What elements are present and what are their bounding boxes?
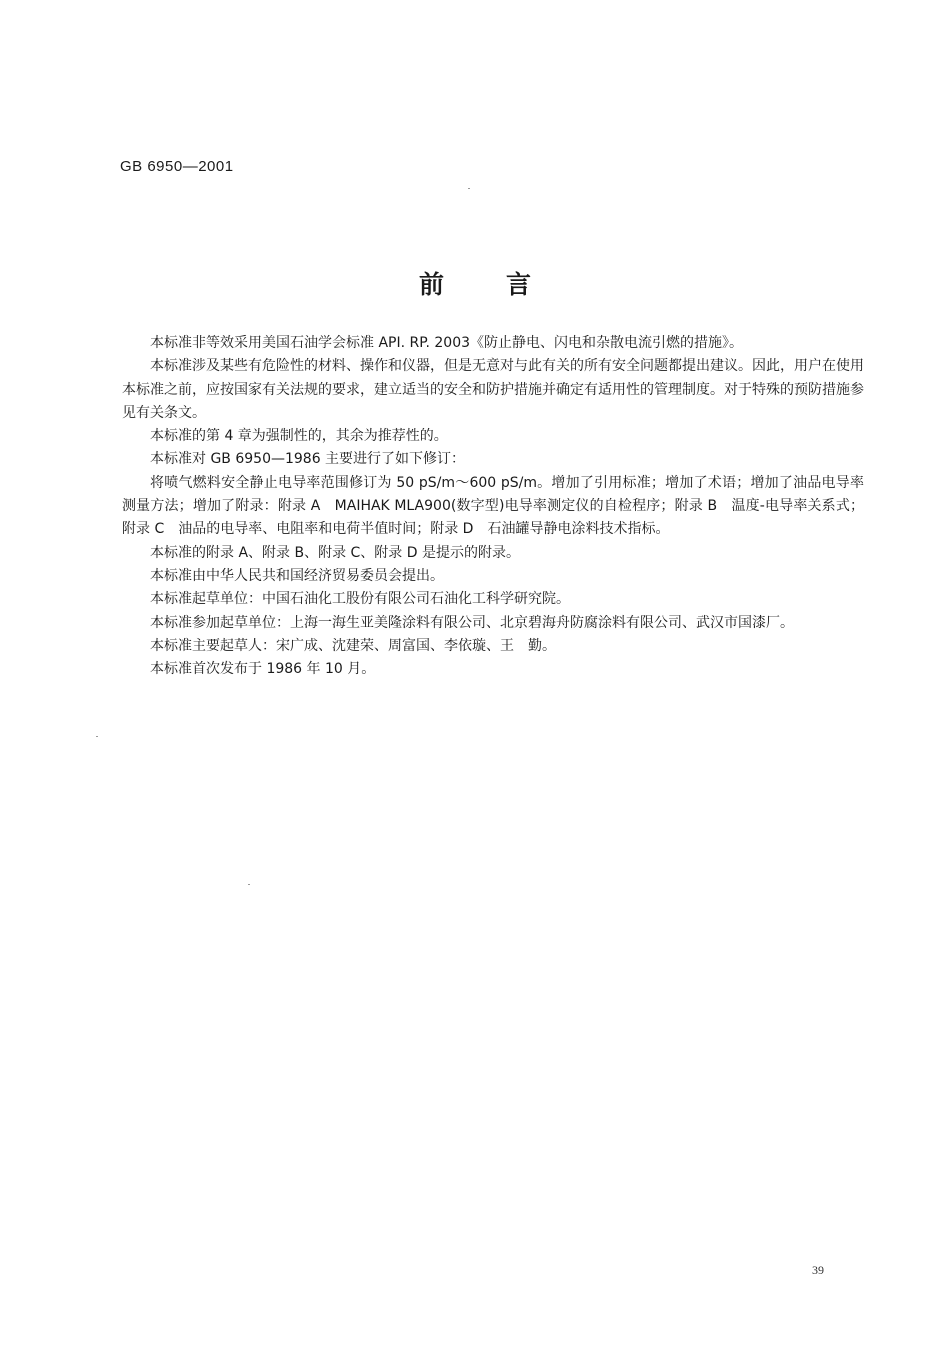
title-char-2: 言 xyxy=(506,270,532,299)
page-title xyxy=(0,265,950,301)
page-number: 39 xyxy=(812,1263,824,1277)
paragraph-mandatory-clause: 本标准的第 4 章为强制性的，其余为推荐性的。 xyxy=(150,428,448,445)
paragraph-adoption: 本标准非等效采用美国石油学会标准 API. RP. 2003《防止静电、闪电和杂散电流引燃的措施》。 xyxy=(150,335,744,351)
paragraph-drafters: 本标准主要起草人：宋广成、沈建荣、周富国、李依璇、王 勤。 xyxy=(150,637,556,654)
paragraph-first-issue: 本标准首次发布于 1986 年 10 月。 xyxy=(150,661,376,678)
scan-speck xyxy=(468,188,470,189)
paragraph-revision-intro: 本标准对 GB 6950—1986 主要进行了如下修订： xyxy=(150,451,466,468)
paragraph-drafting-unit: 本标准起草单位：中国石油化工股份有限公司石油化工科学研究院。 xyxy=(150,591,570,608)
paragraph-safety-notice: 本标准涉及某些有危险性的材料、操作和仪器，但是无意对与此有关的所有安全问题都提出建议。因此，用户在使用本标准之前，应按国家有关法规的要求，建立适当的安全和防护措施并确定有适用性的管理制度。对于特殊的预防措施参见有关条文。 xyxy=(122,358,864,421)
foreword-body xyxy=(122,332,864,681)
standard-code: GB 6950—2001 xyxy=(120,158,234,175)
paragraph-revision-details: 将喷气燃料安全静止电导率范围修订为 50 pS/m～600 pS/m。增加了引用标准；增加了术语；增加了油品电导率测量方法；增加了附录：附录 A MAIHAK MLA900(数字型)电导率测定仪的自检程序；附录 B 温度-电导率关系式；附录 C 油品的电导率、电阻率和电荷半值时间；附录 D 石油罐导静电涂料技术指标。 xyxy=(122,474,864,538)
scan-speck xyxy=(248,884,250,885)
paragraph-participating-units: 本标准参加起草单位：上海一海生亚美隆涂料有限公司、北京碧海舟防腐涂料有限公司、武汉市国漆厂。 xyxy=(150,614,794,631)
title-char-1: 前 xyxy=(418,270,444,299)
paragraph-annexes: 本标准的附录 A、附录 B、附录 C、附录 D 是提示的附录。 xyxy=(150,544,520,561)
paragraph-proposer: 本标准由中华人民共和国经济贸易委员会提出。 xyxy=(150,567,444,584)
scan-speck xyxy=(96,736,98,737)
